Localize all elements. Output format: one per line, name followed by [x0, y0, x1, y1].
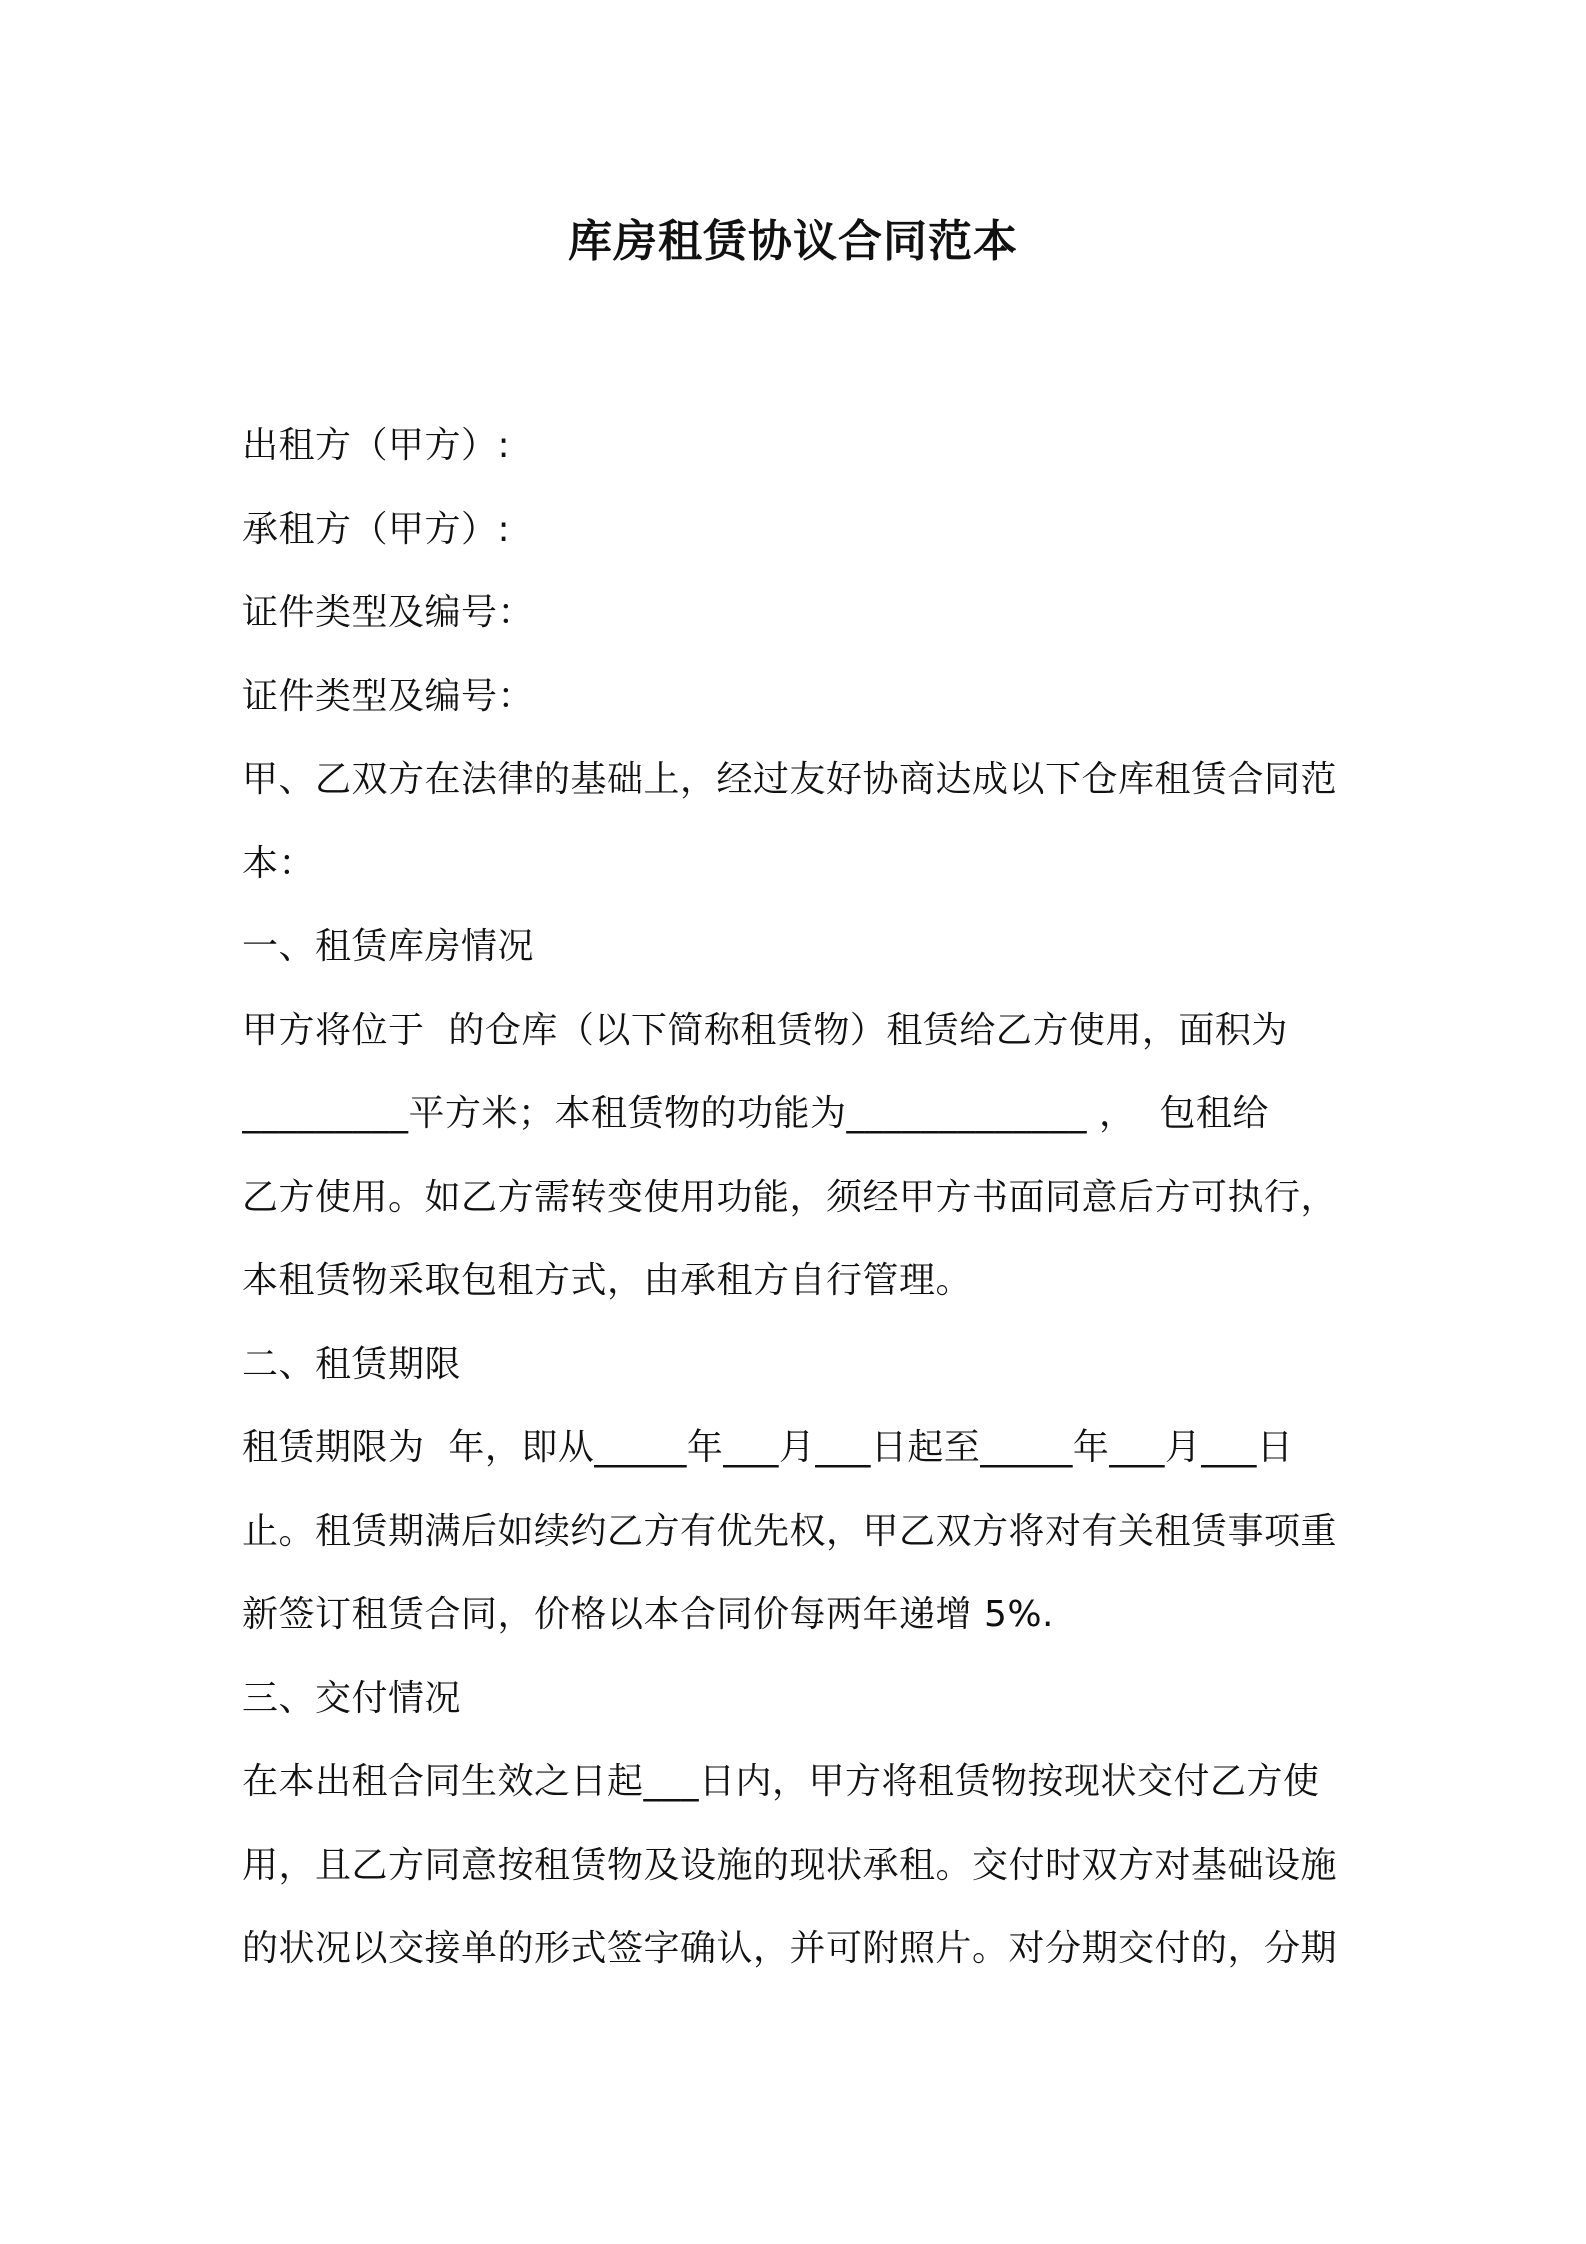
preamble-line-1: 甲、乙双方在法律的基础上，经过友好协商达成以下仓库租赁合同范 — [242, 759, 1338, 800]
document-title: 库房租赁协议合同范本 — [568, 216, 1018, 267]
lessor-line: 出租方（甲方）: — [242, 425, 511, 466]
section-2-line-1: 租赁期限为 年，即从_____年___月___日起至_____年___月___日 — [242, 1427, 1294, 1468]
section-1-line-1: 甲方将位于 的仓库（以下简称租赁物）租赁给乙方使用，面积为 — [242, 1009, 1288, 1051]
section-2-line-3: 新签订租赁合同，价格以本合同价每两年递增 5%. — [242, 1594, 1054, 1635]
section-1-line-4: 本租赁物采取包租方式，由承租方自行管理。 — [242, 1260, 973, 1301]
section-heading-1: 一、租赁库房情况 — [242, 926, 535, 967]
section-heading-2: 二、租赁期限 — [242, 1343, 462, 1385]
id-type-line-1: 证件类型及编号： — [242, 592, 535, 633]
section-1-line-3: 乙方使用。如乙方需转变使用功能，须经甲方书面同意后方可执行， — [242, 1176, 1338, 1218]
section-1-line-2: _________平方米；本租赁物的功能为_____________ ， 包租给 — [242, 1093, 1269, 1134]
section-3-line-1: 在本出租合同生效之日起___日内，甲方将租赁物按现状交付乙方使 — [242, 1761, 1320, 1802]
preamble-line-2: 本： — [242, 842, 316, 884]
section-2-line-2: 止。租赁期满后如续约乙方有优先权，甲乙双方将对有关租赁事项重 — [242, 1510, 1338, 1552]
lessee-line: 承租方（甲方）: — [242, 508, 511, 550]
document-body — [242, 404, 1352, 1991]
section-3-line-3: 的状况以交接单的形式签字确认，并可附照片。对分期交付的，分期 — [242, 1928, 1338, 1969]
section-3-line-2: 用，且乙方同意按租赁物及设施的现状承租。交付时双方对基础设施 — [242, 1844, 1338, 1886]
id-type-line-2: 证件类型及编号： — [242, 675, 535, 717]
section-heading-3: 三、交付情况 — [242, 1677, 462, 1719]
